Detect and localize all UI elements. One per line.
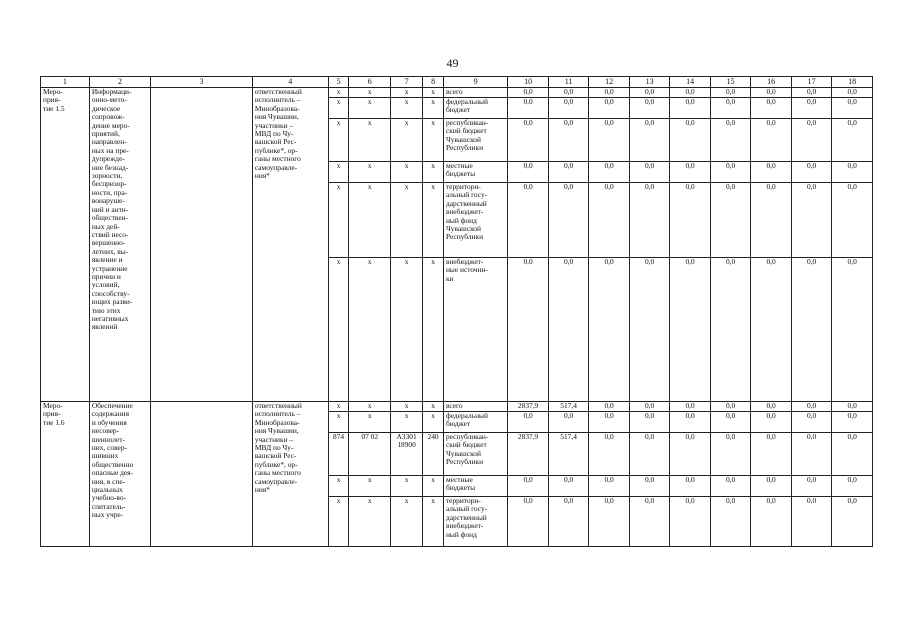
code-cell: x: [423, 402, 444, 412]
value-cell: 0,0: [589, 258, 630, 402]
value-cell: 0,0: [589, 476, 630, 497]
value-cell: 0,0: [589, 497, 630, 547]
funding-source-cell: территори- альный госу- дарственный внебюджет- ный фонд: [443, 497, 507, 547]
value-cell: 0,0: [832, 162, 873, 183]
value-cell: 0,0: [832, 402, 873, 412]
value-cell: 0,0: [710, 433, 751, 476]
column-header-3: 3: [151, 77, 253, 88]
value-cell: 0,0: [791, 98, 832, 119]
code-cell: x: [391, 183, 423, 258]
column-header-6: 6: [349, 77, 391, 88]
table-row: [41, 88, 873, 98]
value-cell: 0,0: [751, 162, 792, 183]
column-header-10: 10: [508, 77, 549, 88]
column-header-13: 13: [629, 77, 670, 88]
column-header-4: 4: [252, 77, 328, 88]
value-cell: 517,4: [548, 433, 589, 476]
responsible-cell: ответственный исполнитель – Минобразова- ния Чувашии, участники – МВД по Чу- вашской Рес- публике*, ор- ганы местного самоуправле- ния*: [252, 88, 328, 402]
code-cell: x: [349, 476, 391, 497]
value-cell: 0,0: [751, 88, 792, 98]
value-cell: 0,0: [508, 98, 549, 119]
code-cell: x: [349, 98, 391, 119]
value-cell: 0,0: [548, 119, 589, 162]
column-header-14: 14: [670, 77, 711, 88]
funding-source-cell: внебюджет- ные источни- ки: [443, 258, 507, 402]
value-cell: 0,0: [589, 433, 630, 476]
code-cell: x: [391, 88, 423, 98]
value-cell: 0,0: [710, 119, 751, 162]
value-cell: 0,0: [508, 497, 549, 547]
value-cell: 0,0: [832, 433, 873, 476]
code-cell: x: [349, 119, 391, 162]
code-cell: x: [423, 258, 444, 402]
value-cell: 0,0: [832, 476, 873, 497]
value-cell: 0,0: [508, 412, 549, 433]
value-cell: 0,0: [710, 402, 751, 412]
table-body: [41, 77, 873, 547]
value-cell: 0,0: [751, 412, 792, 433]
code-cell: x: [391, 98, 423, 119]
value-cell: 0,0: [670, 88, 711, 98]
code-cell: x: [391, 402, 423, 412]
value-cell: 0,0: [710, 258, 751, 402]
code-cell: x: [391, 119, 423, 162]
code-cell: А3301 18900: [391, 433, 423, 476]
code-cell: x: [328, 476, 349, 497]
code-cell: x: [328, 98, 349, 119]
column-header-9: 9: [443, 77, 507, 88]
value-cell: 0,0: [508, 183, 549, 258]
code-cell: x: [423, 119, 444, 162]
code-cell: 240: [423, 433, 444, 476]
funding-source-cell: местные бюджеты: [443, 476, 507, 497]
value-cell: 0,0: [629, 162, 670, 183]
header-row: [41, 77, 873, 88]
value-cell: 0,0: [791, 88, 832, 98]
value-cell: 0,0: [751, 433, 792, 476]
value-cell: 0,0: [670, 119, 711, 162]
value-cell: 0,0: [629, 88, 670, 98]
code-cell: x: [423, 183, 444, 258]
value-cell: 0,0: [791, 402, 832, 412]
value-cell: 0,0: [751, 402, 792, 412]
empty-cell: [151, 88, 253, 402]
code-cell: x: [349, 183, 391, 258]
code-cell: x: [328, 88, 349, 98]
funding-source-cell: местные бюджеты: [443, 162, 507, 183]
value-cell: 0,0: [670, 402, 711, 412]
value-cell: 0,0: [670, 162, 711, 183]
column-header-7: 7: [391, 77, 423, 88]
code-cell: x: [391, 476, 423, 497]
code-cell: x: [423, 476, 444, 497]
value-cell: 0,0: [629, 119, 670, 162]
code-cell: x: [349, 162, 391, 183]
value-cell: 0,0: [751, 258, 792, 402]
value-cell: 0,0: [751, 183, 792, 258]
value-cell: 0,0: [670, 433, 711, 476]
column-header-12: 12: [589, 77, 630, 88]
column-header-11: 11: [548, 77, 589, 88]
value-cell: 0,0: [791, 183, 832, 258]
value-cell: 0,0: [670, 183, 711, 258]
value-cell: 0,0: [670, 98, 711, 119]
measure-id-cell: Меро- прия- тие 1.5: [41, 88, 90, 402]
value-cell: 0,0: [589, 98, 630, 119]
value-cell: 0,0: [629, 412, 670, 433]
value-cell: 0,0: [791, 412, 832, 433]
funding-source-cell: республикан- ский бюджет Чувашской Республики: [443, 119, 507, 162]
code-cell: x: [349, 412, 391, 433]
value-cell: 0,0: [670, 412, 711, 433]
budget-table: [40, 76, 873, 547]
value-cell: 0,0: [832, 183, 873, 258]
value-cell: 0,0: [832, 98, 873, 119]
code-cell: x: [349, 497, 391, 547]
value-cell: 0,0: [751, 476, 792, 497]
code-cell: x: [349, 88, 391, 98]
funding-source-cell: федеральный бюджет: [443, 98, 507, 119]
code-cell: x: [423, 412, 444, 433]
table-row: [41, 402, 873, 412]
funding-source-cell: федеральный бюджет: [443, 412, 507, 433]
value-cell: 0,0: [548, 412, 589, 433]
value-cell: 0,0: [710, 476, 751, 497]
value-cell: 0,0: [751, 119, 792, 162]
value-cell: 0,0: [548, 258, 589, 402]
funding-source-cell: всего: [443, 402, 507, 412]
value-cell: 0,0: [629, 476, 670, 497]
code-cell: x: [328, 119, 349, 162]
value-cell: 0,0: [791, 162, 832, 183]
value-cell: 0,0: [751, 497, 792, 547]
column-header-8: 8: [423, 77, 444, 88]
measure-title-cell: Обеспечение содержания и обучения несовер- шеннолет- них, совер- шивших общественно опасные дея- ния, в спе- циальных учебно-во- спитатель- ных учре-: [89, 402, 150, 547]
code-cell: x: [349, 258, 391, 402]
column-header-1: 1: [41, 77, 90, 88]
value-cell: 0,0: [832, 258, 873, 402]
page-number: 49: [446, 56, 459, 70]
value-cell: 0,0: [791, 119, 832, 162]
value-cell: 0,0: [751, 98, 792, 119]
code-cell: x: [423, 162, 444, 183]
code-cell: x: [328, 162, 349, 183]
value-cell: 0,0: [548, 88, 589, 98]
value-cell: 0,0: [589, 119, 630, 162]
code-cell: 07 02: [349, 433, 391, 476]
value-cell: 2837,9: [508, 433, 549, 476]
code-cell: x: [328, 258, 349, 402]
code-cell: x: [391, 162, 423, 183]
value-cell: 0,0: [791, 433, 832, 476]
value-cell: 0,0: [589, 402, 630, 412]
value-cell: 0,0: [710, 412, 751, 433]
value-cell: 0,0: [589, 162, 630, 183]
value-cell: 0,0: [832, 412, 873, 433]
responsible-cell: ответственный исполнитель – Минобразова- ния Чувашии, участники – МВД по Чу- вашской Рес- публике*, ор- ганы местного самоуправле- ния*: [252, 402, 328, 547]
column-header-5: 5: [328, 77, 349, 88]
value-cell: 0,0: [629, 258, 670, 402]
measure-id-cell: Меро- прия- тие 1.6: [41, 402, 90, 547]
code-cell: 874: [328, 433, 349, 476]
code-cell: x: [391, 258, 423, 402]
column-header-17: 17: [791, 77, 832, 88]
column-header-18: 18: [832, 77, 873, 88]
code-cell: x: [328, 402, 349, 412]
value-cell: 0,0: [589, 412, 630, 433]
value-cell: 0,0: [508, 476, 549, 497]
value-cell: 0,0: [791, 497, 832, 547]
value-cell: 0,0: [548, 497, 589, 547]
column-header-16: 16: [751, 77, 792, 88]
code-cell: x: [349, 402, 391, 412]
value-cell: 0,0: [629, 402, 670, 412]
value-cell: 0,0: [508, 162, 549, 183]
value-cell: 0,0: [670, 476, 711, 497]
code-cell: x: [423, 88, 444, 98]
code-cell: x: [328, 412, 349, 433]
value-cell: 517,4: [548, 402, 589, 412]
value-cell: 0,0: [508, 258, 549, 402]
value-cell: 0,0: [832, 497, 873, 547]
value-cell: 0,0: [710, 98, 751, 119]
empty-cell: [151, 402, 253, 547]
code-cell: x: [328, 183, 349, 258]
funding-source-cell: всего: [443, 88, 507, 98]
column-header-2: 2: [89, 77, 150, 88]
code-cell: x: [391, 412, 423, 433]
measure-title-cell: Информаци- онно-мето- дическое сопровож- дение меро- приятий, направлен- ных на пре- дупрежде- ние безнад- зорности, беспризор- ности, пра- вонаруше- ний и анти- обществен- ных дей- ствий несо- вершенно- летних, вы- явление и устранение причин и условий, способству- ющих разви- тию этих негативных явлений: [89, 88, 150, 402]
value-cell: 0,0: [589, 183, 630, 258]
value-cell: 0,0: [548, 476, 589, 497]
value-cell: 0,0: [548, 183, 589, 258]
value-cell: 0,0: [791, 258, 832, 402]
value-cell: 0,0: [508, 88, 549, 98]
code-cell: x: [391, 497, 423, 547]
value-cell: 0,0: [508, 119, 549, 162]
value-cell: 0,0: [791, 476, 832, 497]
funding-source-cell: территори- альный госу- дарственный внебюджет- ный фонд Чувашской Республики: [443, 183, 507, 258]
value-cell: 0,0: [670, 258, 711, 402]
value-cell: 0,0: [589, 88, 630, 98]
value-cell: 0,0: [832, 119, 873, 162]
value-cell: 0,0: [710, 497, 751, 547]
value-cell: 0,0: [710, 162, 751, 183]
code-cell: x: [423, 98, 444, 119]
value-cell: 0,0: [629, 497, 670, 547]
code-cell: x: [423, 497, 444, 547]
value-cell: 0,0: [629, 433, 670, 476]
value-cell: 0,0: [670, 497, 711, 547]
value-cell: 0,0: [548, 98, 589, 119]
value-cell: 0,0: [548, 162, 589, 183]
value-cell: 0,0: [832, 88, 873, 98]
value-cell: 0,0: [710, 88, 751, 98]
value-cell: 0,0: [710, 183, 751, 258]
value-cell: 0,0: [629, 98, 670, 119]
value-cell: 2837,9: [508, 402, 549, 412]
code-cell: x: [328, 497, 349, 547]
value-cell: 0,0: [629, 183, 670, 258]
funding-source-cell: республикан- ский бюджет Чувашской Республики: [443, 433, 507, 476]
column-header-15: 15: [710, 77, 751, 88]
